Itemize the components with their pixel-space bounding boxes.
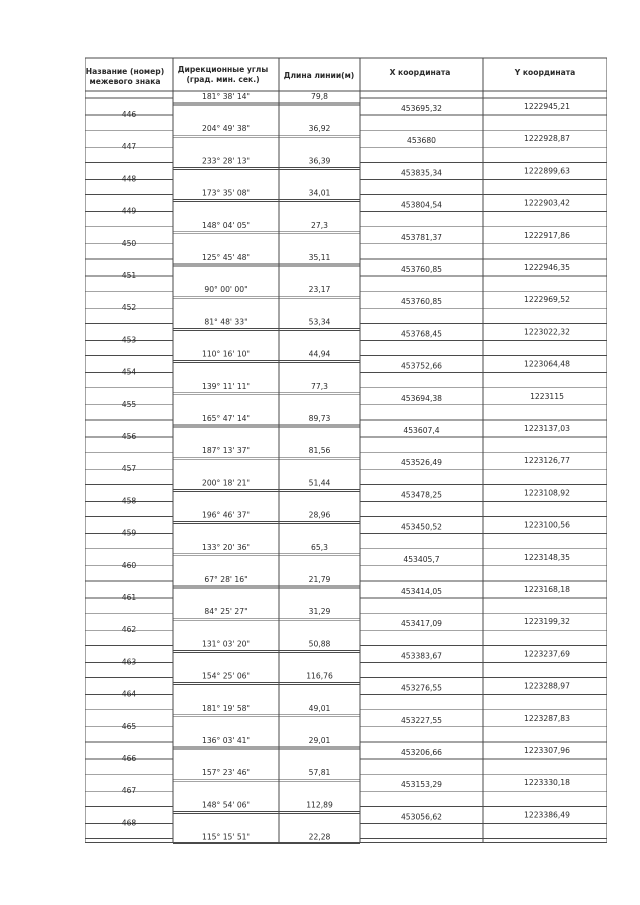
- y-coordinate: 1222946,35: [524, 263, 570, 272]
- header-x-coordinate: X координата: [389, 68, 451, 77]
- boundary-mark-name: 455: [121, 399, 137, 409]
- line-length: 22,28: [308, 832, 331, 842]
- y-coordinate: 1223100,56: [524, 520, 570, 530]
- y-coordinate: 1222899,63: [524, 166, 570, 176]
- x-coordinate: 453768,45: [400, 329, 443, 339]
- direction-angle: 200° 18' 21": [201, 478, 251, 488]
- boundary-mark-name: 453: [121, 335, 137, 345]
- y-coordinate: 1223386,49: [524, 810, 570, 820]
- direction-angle: 84° 25' 27": [204, 607, 248, 617]
- x-coordinate: 453227,55: [400, 715, 443, 725]
- x-coordinate: 453276,55: [400, 683, 443, 693]
- line-length: 112,89: [306, 800, 333, 810]
- y-coordinate: 1223199,32: [524, 617, 570, 627]
- direction-angle: 187° 13' 37": [201, 446, 251, 456]
- line-length: 57,81: [308, 768, 331, 778]
- header-angle-line2: (град. мин. сек.): [186, 75, 260, 84]
- boundary-mark-name: 456: [121, 432, 137, 441]
- line-length: 116,76: [306, 671, 333, 681]
- boundary-mark-name: 466: [121, 754, 137, 763]
- y-coordinate: 1222969,52: [524, 295, 570, 305]
- y-coordinate: 1222903,42: [524, 198, 570, 208]
- header-length: Длина линии(м): [283, 71, 355, 80]
- x-coordinate: 453835,34: [400, 168, 443, 178]
- boundary-mark-name: 459: [121, 528, 137, 538]
- table-header: [86, 65, 575, 86]
- line-length: 36,92: [308, 124, 331, 134]
- line-length: 28,96: [308, 510, 331, 520]
- y-coordinate: 1222945,21: [524, 102, 570, 111]
- y-coordinate: 1223237,69: [524, 649, 570, 659]
- direction-angle: 131° 03' 20": [201, 639, 251, 649]
- direction-angle: 233° 28' 13": [201, 156, 251, 166]
- line-length: 21,79: [308, 575, 331, 584]
- header-name-line2: межевого знака: [89, 77, 161, 86]
- boundary-mark-name: 468: [121, 818, 137, 828]
- direction-angle: 90° 00' 00": [204, 285, 248, 295]
- header-y-coordinate: Y координата: [514, 68, 576, 77]
- line-length: 31,29: [308, 607, 331, 617]
- x-coordinate: 453760,85: [400, 265, 443, 274]
- boundary-mark-name: 451: [121, 271, 137, 280]
- boundary-mark-name: 467: [121, 786, 137, 796]
- boundary-mark-name: 461: [121, 593, 137, 602]
- x-coordinate: 453781,37: [400, 232, 443, 242]
- table-body: [122, 92, 570, 842]
- direction-angle: 136° 03' 41": [201, 736, 251, 745]
- line-length: 79,8: [311, 92, 328, 101]
- line-length: 34,01: [308, 188, 331, 198]
- line-length: 53,34: [308, 317, 331, 327]
- line-length: 29,01: [308, 736, 331, 745]
- y-coordinate: 1223115: [530, 391, 564, 401]
- line-length: 89,73: [308, 414, 331, 423]
- direction-angle: 148° 54' 06": [201, 800, 251, 810]
- x-coordinate: 453414,05: [400, 587, 443, 596]
- direction-angle: 165° 47' 14": [201, 414, 251, 423]
- direction-angle: 133° 20' 36": [201, 542, 251, 552]
- boundary-mark-name: 457: [121, 464, 137, 474]
- boundary-mark-name: 465: [121, 721, 137, 731]
- x-coordinate: 453526,49: [400, 458, 443, 468]
- x-coordinate: 453607,4: [403, 426, 440, 435]
- line-length: 65,3: [311, 542, 328, 552]
- y-coordinate: 1222917,86: [524, 230, 570, 240]
- y-coordinate: 1223307,96: [524, 746, 570, 755]
- direction-angle: 110° 16' 10": [201, 349, 251, 359]
- header-name-line1: Название (номер): [85, 67, 165, 76]
- boundary-mark-name: 450: [121, 238, 137, 248]
- line-length: 44,94: [308, 349, 331, 359]
- direction-angle: 67° 28' 16": [204, 575, 248, 584]
- direction-angle: 196° 46' 37": [201, 510, 251, 520]
- y-coordinate: 1223022,32: [524, 327, 570, 337]
- direction-angle: 148° 04' 05": [201, 220, 251, 230]
- x-coordinate: 453804,54: [400, 200, 443, 210]
- y-coordinate: 1223168,18: [524, 585, 570, 594]
- coordinates-table: [85, 0, 607, 905]
- line-length: 27,3: [311, 220, 328, 230]
- x-coordinate: 453752,66: [400, 361, 443, 371]
- direction-angle: 81° 48' 33": [204, 317, 248, 327]
- y-coordinate: 1223064,48: [524, 359, 570, 369]
- direction-angle: 139° 11' 11": [201, 381, 251, 391]
- boundary-mark-name: 452: [121, 303, 137, 313]
- y-coordinate: 1222928,87: [524, 134, 570, 144]
- direction-angle: 173° 35' 08": [201, 188, 251, 198]
- header-angle-line1: Дирекционные углы: [177, 65, 269, 74]
- x-coordinate: 453760,85: [400, 297, 443, 307]
- line-length: 23,17: [308, 285, 331, 295]
- direction-angle: 115° 15' 51": [201, 832, 251, 842]
- x-coordinate: 453680: [407, 136, 436, 146]
- y-coordinate: 1223137,03: [524, 424, 570, 433]
- boundary-mark-name: 463: [121, 657, 137, 667]
- y-coordinate: 1223148,35: [524, 552, 570, 562]
- x-coordinate: 453206,66: [400, 748, 443, 757]
- direction-angle: 181° 19' 58": [201, 703, 251, 713]
- boundary-mark-name: 464: [121, 689, 137, 699]
- line-length: 77,3: [311, 381, 328, 391]
- boundary-mark-name: 462: [121, 625, 137, 635]
- boundary-mark-name: 446: [121, 110, 137, 119]
- x-coordinate: 453694,38: [400, 393, 443, 403]
- y-coordinate: 1223288,97: [524, 681, 570, 691]
- direction-angle: 154° 25' 06": [201, 671, 251, 681]
- boundary-mark-name: 447: [121, 142, 137, 152]
- x-coordinate: 453478,25: [400, 490, 443, 500]
- x-coordinate: 453405,7: [403, 554, 440, 564]
- x-coordinate: 453153,29: [400, 780, 443, 790]
- y-coordinate: 1223126,77: [524, 456, 570, 466]
- y-coordinate: 1223108,92: [524, 488, 570, 498]
- x-coordinate: 453450,52: [400, 522, 443, 532]
- boundary-mark-name: 454: [121, 367, 137, 377]
- x-coordinate: 453417,09: [400, 619, 443, 629]
- line-length: 81,56: [308, 446, 331, 456]
- y-coordinate: 1223287,83: [524, 713, 570, 723]
- boundary-mark-name: 460: [121, 560, 137, 570]
- line-length: 51,44: [308, 478, 331, 488]
- boundary-mark-name: 449: [121, 206, 137, 216]
- line-length: 35,11: [308, 253, 331, 262]
- direction-angle: 204° 49' 38": [201, 124, 251, 134]
- direction-angle: 157° 23' 46": [201, 768, 251, 778]
- direction-angle: 181° 38' 14": [201, 92, 251, 101]
- line-length: 49,01: [308, 703, 331, 713]
- line-length: 36,39: [308, 156, 331, 166]
- table-grid: [85, 58, 607, 844]
- line-length: 50,88: [308, 639, 331, 649]
- boundary-mark-name: 458: [121, 496, 137, 506]
- direction-angle: 125° 45' 48": [201, 253, 251, 262]
- x-coordinate: 453056,62: [400, 812, 443, 822]
- x-coordinate: 453695,32: [400, 104, 443, 113]
- y-coordinate: 1223330,18: [524, 778, 570, 788]
- x-coordinate: 453383,67: [400, 651, 443, 661]
- boundary-mark-name: 448: [121, 174, 137, 184]
